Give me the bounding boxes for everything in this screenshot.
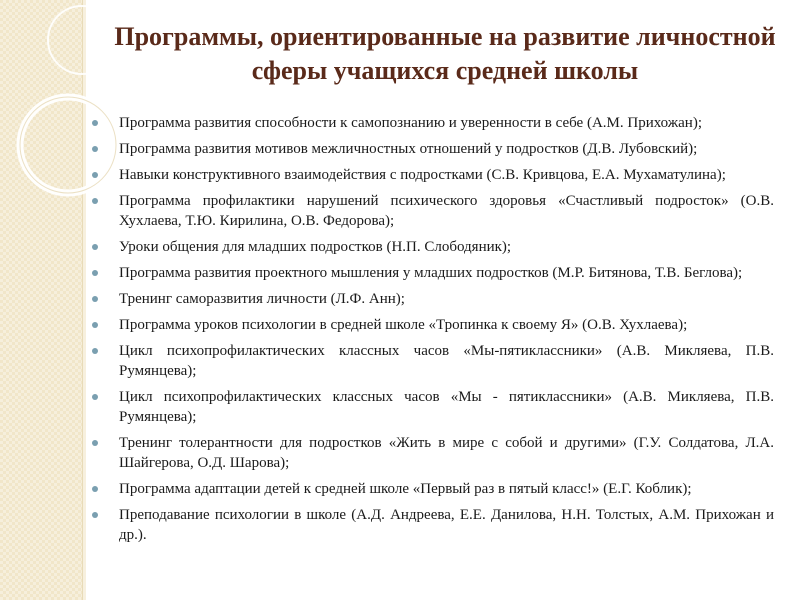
bullet-dot-icon xyxy=(92,394,98,400)
bullet-dot-icon xyxy=(92,198,98,204)
list-item-text: Программа развития мотивов межличностных отношений у подростков (Д.В. Лубовский); xyxy=(119,141,698,157)
bullet-dot-icon xyxy=(92,322,98,328)
program-list-container xyxy=(92,113,774,551)
bullet-dot-icon xyxy=(92,244,98,250)
slide-title xyxy=(100,20,790,88)
list-item xyxy=(92,315,774,335)
bullet-dot-icon xyxy=(92,296,98,302)
list-item xyxy=(92,263,774,283)
list-item xyxy=(92,505,774,545)
bullet-dot-icon xyxy=(92,486,98,492)
bullet-dot-icon xyxy=(92,440,98,446)
list-item xyxy=(92,433,774,473)
list-item xyxy=(92,341,774,381)
bullet-dot-icon xyxy=(92,348,98,354)
bullet-dot-icon xyxy=(92,270,98,276)
list-item xyxy=(92,139,774,159)
list-item-text: Цикл психопрофилактических классных часов «Мы - пятиклассники» (А.В. Микляева, П.В. Румянцева); xyxy=(119,389,774,425)
list-item-text: Программа развития проектного мышления у младших подростков (М.Р. Битянова, Т.В. Беглова); xyxy=(119,265,743,281)
list-item xyxy=(92,165,774,185)
list-item-text: Программа развития способности к самопознанию и уверенности в себе (А.М. Прихожан); xyxy=(119,115,702,131)
list-item-text: Программа профилактики нарушений психического здоровья «Счастливый подросток» (О.В. Хухлаева, Т.Ю. Кирилина, О.В. Федорова); xyxy=(119,193,774,229)
list-item-text: Программа уроков психологии в средней школе «Тропинка к своему Я» (О.В. Хухлаева); xyxy=(119,317,688,333)
bullet-dot-icon xyxy=(92,120,98,126)
list-item-text: Преподавание психологии в школе (А.Д. Андреева, Е.Е. Данилова, Н.Н. Толстых, А.М. Прихожан и др.). xyxy=(119,507,774,543)
bullet-dot-icon xyxy=(92,146,98,152)
list-item xyxy=(92,191,774,231)
list-item xyxy=(92,237,774,257)
list-item-text: Цикл психопрофилактических классных часов «Мы-пятиклассники» (А.В. Микляева, П.В. Румянцева); xyxy=(119,343,774,379)
list-item-text: Программа адаптации детей к средней школе «Первый раз в пятый класс!» (Е.Г. Коблик); xyxy=(119,481,692,497)
slide-title-line-1: Программы, ориентированные на развитие личностной xyxy=(114,22,776,51)
list-item xyxy=(92,289,774,309)
program-list xyxy=(92,113,774,545)
list-item-text: Тренинг толерантности для подростков «Жить в мире с собой и другими» (Г.У. Солдатова, Л.А. Шайгерова, О.Д. Шарова); xyxy=(119,435,774,471)
list-item xyxy=(92,479,774,499)
list-item-text: Навыки конструктивного взаимодействия с подростками (С.В. Кривцова, Е.А. Мухаматулина); xyxy=(119,167,726,183)
list-item xyxy=(92,113,774,133)
list-item xyxy=(92,387,774,427)
bullet-dot-icon xyxy=(92,172,98,178)
list-item-text: Тренинг саморазвития личности (Л.Ф. Анн); xyxy=(119,291,405,307)
bullet-dot-icon xyxy=(92,512,98,518)
slide-title-line-2: сферы учащихся средней школы xyxy=(251,56,639,85)
list-item-text: Уроки общения для младших подростков (Н.П. Слободяник); xyxy=(119,239,512,255)
